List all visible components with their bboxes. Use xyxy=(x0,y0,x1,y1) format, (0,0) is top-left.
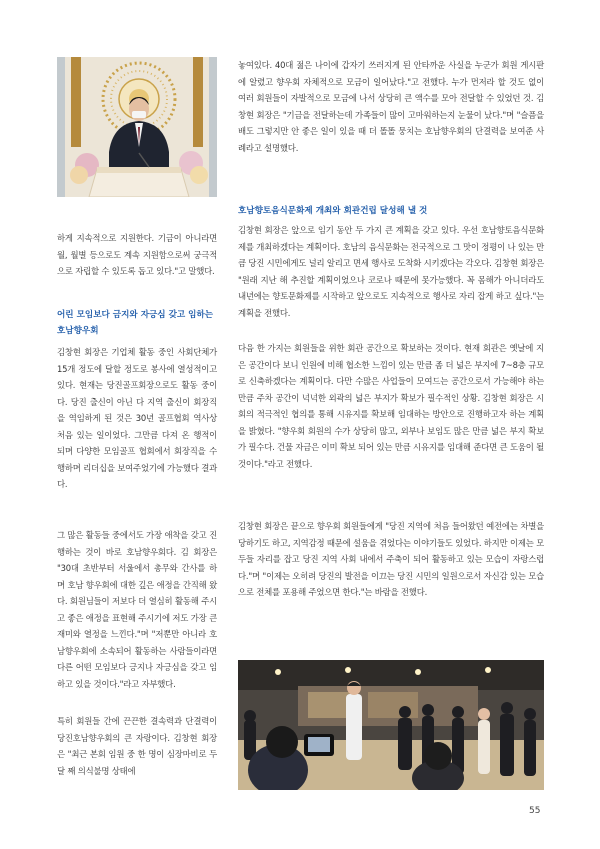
left-paragraph-2: 그 많은 활동들 중에서도 가장 애착을 갖고 진행하는 것이 바로 호남향우회다. 김 회장은 "30대 초반부터 서울에서 총무와 간사를 하며 호남 향우회에 대한 깊은 애정을 간직해 왔다. 회원님들이 저보다 더 열심히 활동해 주시고 좋은 애정을 표현해 주시기에 저도 가장 큰 재미와 열정을 느낀다."며 "저뿐만 아니라 호남향우회에 소속되어 활동하는 사람들이라면 다른 어떤 모임보다 긍지나 자긍심을 갖고 임하고 있을 것이다."라고 자부했다. xyxy=(57,530,217,689)
left-paragraph-3: 특히 회원들 간에 끈끈한 결속력과 단결력이 당진호남향우회의 큰 자랑이다. 김창현 회장은 "최근 본회 임원 중 한 명이 심장마비로 두 달 째 의식불명 상태에 xyxy=(57,716,217,776)
right-paragraph-3: 다음 한 가지는 회원들을 위한 회관 공간으로 확보하는 것이다. 현재 회관은 옛날에 지은 공간이다 보니 인원에 비해 협소한 느낌이 있는 만큼 좀 더 넓은 부지에 7~8층 규모로 신축하겠다는 계획이다. 다만 수많은 사업들이 모여드는 공간으로서 가능해야 하는 만큼 주차 공간이 넉넉한 외곽의 넓은 부지가 확보가 필수적인 상황. 김창현 회장은 시회의 적극적인 협의를 통해 시유지를 확보해 임대하는 방안으로 진행하고자 하는 계획을 밝혔다. "향우회 회원의 수가 상당히 많고, 외부나 보임도 많은 만큼 넓은 부지 확보가 필수다. 건물 자금은 이미 확보 되어 있는 만큼 시유지를 임대해 준다면 큰 도움이 될 것이다."라고 전했다. xyxy=(238,343,544,469)
right-paragraph-4: 김창현 회장은 끝으로 향우회 회원들에게 "당진 지역에 처음 들어왔던 예전에는 차별을 당하기도 하고, 지역감정 때문에 설움을 겪었다는 이야기들도 있었다. 하지만 이제는 모두들 자리를 잡고 당진 지역 사회 내에서 주축이 되어 활동하고 있는 모습이 자랑스럽다."며 "이제는 오히려 당진의 발전을 이끄는 당진 시민의 일원으로서 자신감 있는 모습으로 전체를 포용해 주었으면 한다."는 바람을 전했다. xyxy=(238,521,544,597)
speaker-photo-illustration xyxy=(57,57,217,197)
right-paragraph-1: 놓여있다. 40대 젊은 나이에 갑자기 쓰러지게 된 안타까운 사실을 누군가 회원 게시판에 알렸고 향우회 자체적으로 모금이 일어났다."고 전했다. 누가 먼저라 할 것도 없이 여러 회원들이 자발적으로 모금에 나서 상당히 큰 액수를 모아 전달할 수 있었던 것. 김창현 회장은 "기금을 전달하는데 가족들이 많이 고마워하는지 눈물이 났다."며 "슬픔을 배도 그렇지만 안 좋은 일이 있을 때 더 똘똘 뭉치는 호남향우회의 단결력을 보여준 사례라고 설명했다. xyxy=(238,60,544,153)
right-paragraph-2: 김창현 회장은 앞으로 임기 동안 두 가지 큰 계획을 갖고 있다. 우선 호남향토음식문화제를 개최하겠다는 계획이다. 호남의 음식문화는 전국적으로 그 맛이 정평이 나 있는 만큼 당진 시민에게도 널리 알리고 면세 행사로 도착화 시키겠다는 각오다. 김창현 회장은 "원래 지난 해 추진할 계획이었으나 코로나 때문에 못가능했다. 꼭 몸해가 아니더라도 내년에는 향토문화제를 시작하고 앞으로도 지속적으로 행사로 자리 잡게 하고 싶다."는 계획을 전했다. xyxy=(238,225,544,318)
left-intro-continuation: 하게 지속적으로 지원한다. 기금이 아니라면 월, 월별 등으로도 계속 지원함으로써 궁극적으로 자립할 수 있도록 돕고 있다."고 말했다. xyxy=(57,233,217,276)
right-section-heading: 호남향토음식문화제 개최와 회관건립 달성해 낼 것 xyxy=(238,206,428,216)
speaker-photo xyxy=(57,57,217,197)
event-crowd-illustration xyxy=(238,660,544,790)
left-section-heading: 어린 모임보다 금지와 자긍심 갖고 임하는 호남향우회 xyxy=(57,310,214,336)
event-crowd-photo xyxy=(238,660,544,790)
page-number: 55 xyxy=(529,806,541,816)
left-paragraph-1: 김창현 회장은 기업체 활동 중인 사회단체가 15개 정도에 달할 정도로 봉사에 열성적이고 있다. 현재는 당진골프회장으로도 활동 중이다. 당진 출신이 아닌 다 지역 출신이 회장직을 역임하게 된 것은 30년 골프협회 역사상 처음 있는 일이었다. 그만큼 다져 온 행적이 되며 다양한 모임골프 협회에서 회장직을 수행하며 리더십을 보여주었기에 가능했다 결과다. xyxy=(57,347,217,489)
